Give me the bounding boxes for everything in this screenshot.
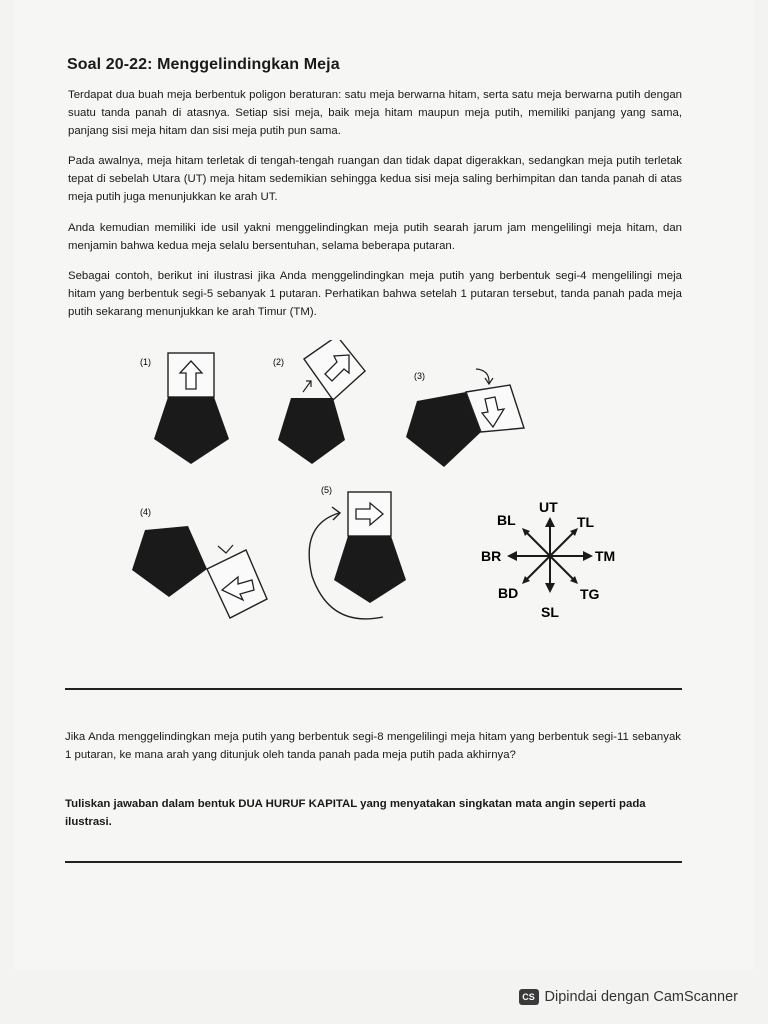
step-4-label: (4) <box>140 507 151 517</box>
compass-rose <box>512 522 588 588</box>
section-divider-top <box>65 688 682 690</box>
question-text: Jika Anda menggelindingkan meja putih yang berbentuk segi-8 mengelilingi meja hitam yang berbentuk segi-11 sebanyak 1 putaran, ke mana arah yang ditunjuk oleh tanda panah pada meja putih pada akhirnya? <box>65 731 681 761</box>
paragraph-4: Sebagai contoh, berikut ini ilustrasi jika Anda menggelindingkan meja putih yang berbentuk segi-4 mengelilingi meja hitam yang berbentuk segi-5 sebanyak 1 putaran. Perhatikan bahwa setelah 1 putaran tersebut, tanda panah pada meja putih sekarang menunjukkan ke arah Timur (TM). <box>68 270 682 318</box>
compass-northwest-label: BL <box>497 512 516 528</box>
answer-instruction: Tuliskan jawaban dalam bentuk DUA HURUF KAPITAL yang menyatakan singkatan mata angin seperti pada ilustrasi. <box>65 798 646 828</box>
step-3-label: (3) <box>414 371 425 381</box>
compass-west-label: BR <box>481 548 502 564</box>
compass-southwest-label: BD <box>498 585 519 601</box>
rotate-arrow-icon <box>476 369 493 384</box>
problem-title: Soal 20-22: Menggelindingkan Meja <box>67 56 340 73</box>
paragraph-2: Pada awalnya, meja hitam terletak di tengah-tengah ruangan dan tidak dapat digerakkan, sedangkan meja putih terletak tepat di sebelah Utara (UT) meja hitam sedemikian sehingga kedua sisi meja saling berhimpitan dan tanda panah di atas meja putih juga menunjukkan ke arah UT. <box>68 155 682 203</box>
step-5-black-pentagon <box>334 536 406 603</box>
compass-east-label: TM <box>595 548 616 564</box>
watermark-text: Dipindai dengan CamScanner <box>544 989 738 1005</box>
step-4-black-pentagon <box>132 526 207 597</box>
compass-southeast-label: TG <box>580 586 600 602</box>
step-2-label: (2) <box>273 357 284 367</box>
paragraph-3: Anda kemudian memiliki ide usil yakni menggelindingkan meja putih searah jarum jam mengelilingi meja hitam, dan menjamin bahwa kedua meja selalu bersentuhan, selama beberapa putaran. <box>68 222 682 252</box>
compass-south-label: SL <box>541 604 559 620</box>
camscanner-icon: CS <box>519 989 539 1005</box>
scanner-watermark <box>519 986 738 1008</box>
step-5-label: (5) <box>321 485 332 495</box>
step-1-label: (1) <box>140 357 151 367</box>
rolling-illustration <box>0 340 768 640</box>
section-divider-bottom <box>65 861 682 863</box>
step-2-black-pentagon <box>278 398 345 464</box>
compass-northeast-label: TL <box>577 514 595 530</box>
paragraph-1: Terdapat dua buah meja berbentuk poligon beraturan: satu meja berwarna hitam, serta satu meja berwarna putih dengan suatu tanda panah di atasnya. Setiap sisi meja, baik meja hitam maupun meja putih, memiliki panjang yang sama, panjang sisi meja hitam dan sisi meja putih pun sama. <box>68 89 682 137</box>
compass-north-label: UT <box>539 499 558 515</box>
step-1-white-table <box>168 353 214 397</box>
rotate-arrow-icon <box>303 381 311 392</box>
rotate-arrow-icon <box>218 545 233 553</box>
step-1-black-pentagon <box>154 397 229 464</box>
